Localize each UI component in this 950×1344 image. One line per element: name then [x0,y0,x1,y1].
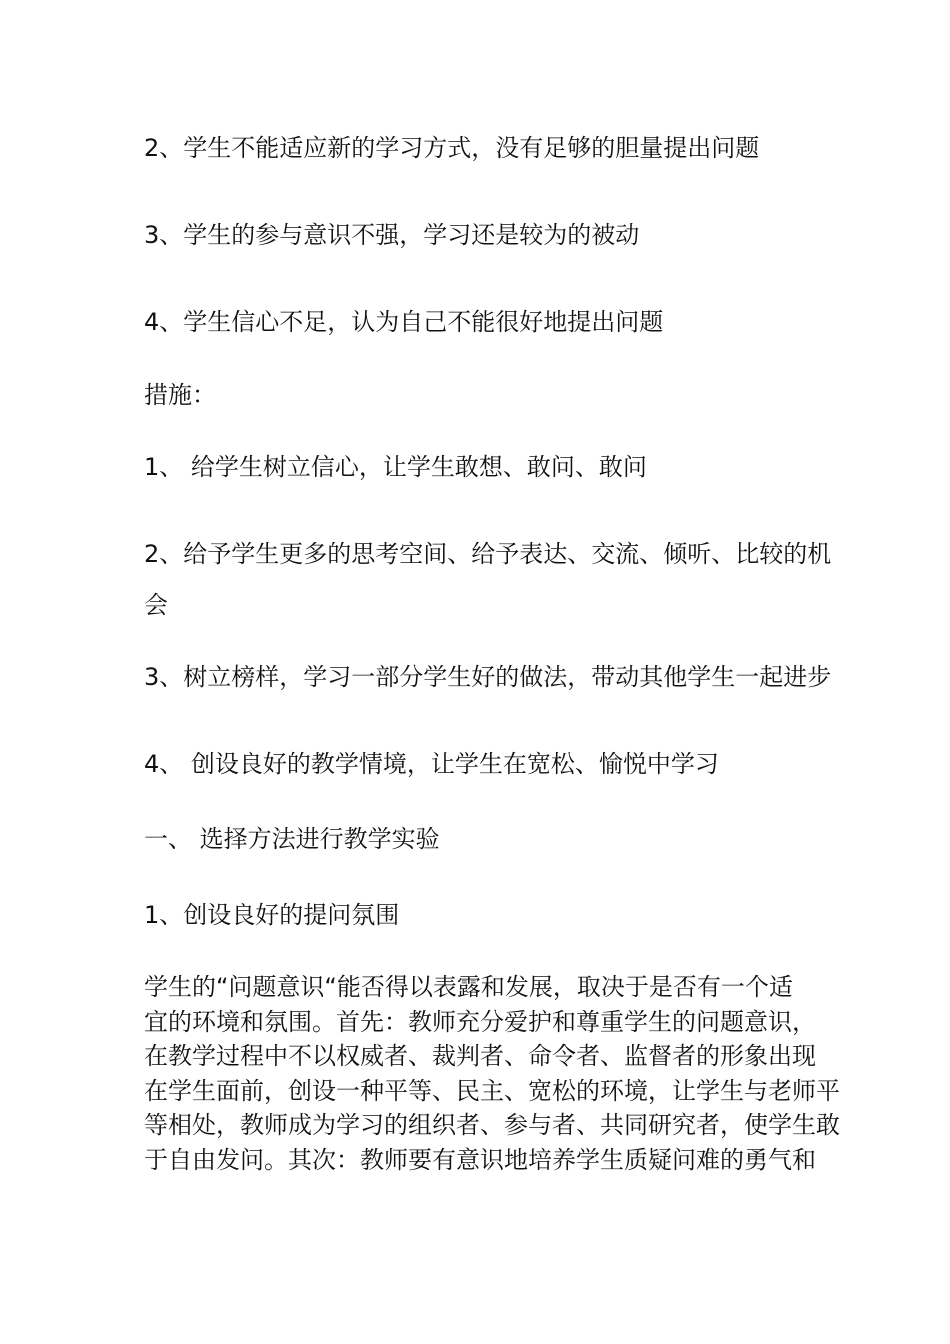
section-heading-measures: 措施： [144,381,216,409]
paragraph-line: 于自由发问。其次：教师要有意识地培养学生质疑问难的勇气和 [144,1145,816,1174]
paragraph-line: 在学生面前，创设一种平等、民主、宽松的环境，让学生与老师平 [144,1076,840,1105]
paragraph-line: 学生的“问题意识“能否得以表露和发展，取决于是否有一个适 [144,973,793,1001]
paragraph-line: 宜的环境和氛围。首先：教师充分爱护和尊重学生的问题意识， [144,1007,816,1036]
text-line-measure-4: 4、 创设良好的教学情境，让学生在宽松、愉悦中学习 [144,750,719,778]
text-line-measure-3: 3、树立榜样，学习一部分学生好的做法，带动其他学生一起进步 [144,663,832,691]
text-line-problem-4: 4、学生信心不足，认为自己不能很好地提出问题 [144,308,664,336]
paragraph-line: 在教学过程中不以权威者、裁判者、命令者、监督者的形象出现 [144,1042,816,1070]
text-line-measure-1: 1、 给学生树立信心，让学生敢想、敢问、敢问 [144,453,647,481]
section-heading-method: 一、 选择方法进行教学实验 [144,825,440,853]
text-line-measure-2: 2、给予学生更多的思考空间、给予表达、交流、倾听、比较的机 [144,540,832,568]
text-line-measure-2-cont: 会 [144,591,168,619]
subheading-atmosphere: 1、创设良好的提问氛围 [144,901,400,929]
text-line-problem-3: 3、学生的参与意识不强，学习还是较为的被动 [144,221,640,249]
body-paragraph [144,970,840,1177]
paragraph-line: 等相处，教师成为学习的组织者、参与者、共同研究者，使学生敢 [144,1111,840,1139]
text-line-problem-2: 2、学生不能适应新的学习方式，没有足够的胆量提出问题 [144,134,760,162]
